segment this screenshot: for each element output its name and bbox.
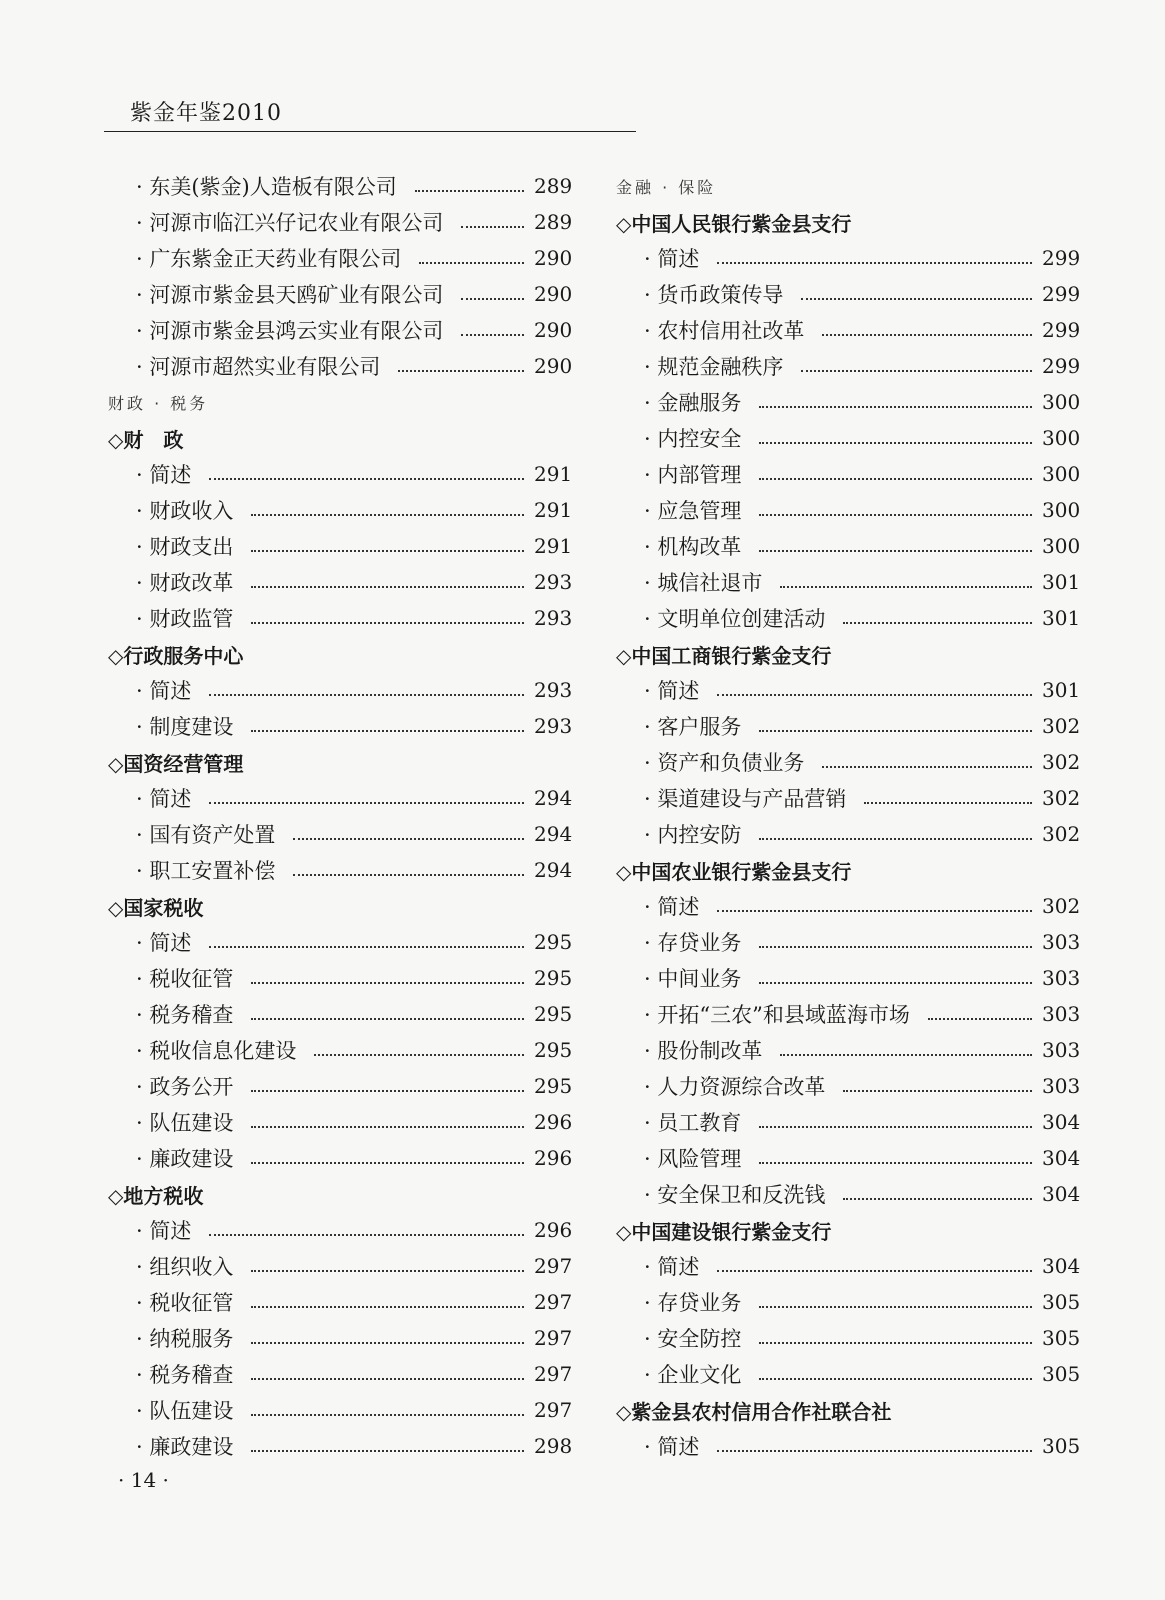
toc-entry-label: · 财政收入 <box>136 499 234 523</box>
toc-entry-page: 302 <box>1042 822 1081 846</box>
toc-entry-label: · 安全防控 <box>644 1327 742 1351</box>
dot-leader <box>251 1342 524 1344</box>
toc-entry-label: · 渠道建设与产品营销 <box>644 787 847 811</box>
dot-leader <box>415 190 524 192</box>
toc-entry <box>108 852 573 888</box>
toc-entry-label: · 员工教育 <box>644 1111 742 1135</box>
dot-leader <box>717 1450 1032 1452</box>
toc-entry <box>616 1068 1081 1104</box>
toc-entry-label: · 制度建设 <box>136 715 234 739</box>
toc-entry <box>108 816 573 852</box>
toc-entry-label: · 税收信息化建设 <box>136 1039 297 1063</box>
toc-entry-page: 302 <box>1042 714 1081 738</box>
dot-leader <box>822 334 1032 336</box>
toc-entry-page: 301 <box>1042 570 1081 594</box>
toc-entry <box>616 564 1081 600</box>
dot-leader <box>759 478 1032 480</box>
toc-entry-page: 303 <box>1042 930 1081 954</box>
toc-entry-page: 294 <box>534 858 573 882</box>
dot-leader <box>864 802 1032 804</box>
toc-entry-page: 291 <box>534 498 573 522</box>
dot-leader <box>251 1270 524 1272</box>
dot-leader <box>759 946 1032 948</box>
dot-leader <box>251 1306 524 1308</box>
dot-leader <box>419 262 524 264</box>
header-rule <box>104 131 636 132</box>
toc-entry-label: · 存贷业务 <box>644 931 742 955</box>
toc-entry-label: · 简述 <box>644 1435 700 1459</box>
toc-entry-page: 293 <box>534 570 573 594</box>
dot-leader <box>461 298 524 300</box>
toc-entry-label: · 政务公开 <box>136 1075 234 1099</box>
dot-leader <box>251 982 524 984</box>
toc-entry <box>108 996 573 1032</box>
toc-entry-page: 305 <box>1042 1434 1081 1458</box>
dot-leader <box>759 730 1032 732</box>
toc-entry-label: · 机构改革 <box>644 535 742 559</box>
toc-entry-page: 300 <box>1042 426 1081 450</box>
dot-leader <box>759 550 1032 552</box>
toc-entry-page: 305 <box>1042 1290 1081 1314</box>
toc-entry-label: · 安全保卫和反洗钱 <box>644 1183 826 1207</box>
toc-entry <box>616 456 1081 492</box>
toc-entry <box>108 492 573 528</box>
toc-entry-page: 297 <box>534 1290 573 1314</box>
toc-entry <box>616 708 1081 744</box>
toc-entry <box>108 204 573 240</box>
toc-entry-label: · 风险管理 <box>644 1147 742 1171</box>
toc-entry-page: 304 <box>1042 1182 1081 1206</box>
toc-entry-label: · 队伍建设 <box>136 1399 234 1423</box>
dot-leader <box>314 1054 524 1056</box>
dot-leader <box>717 694 1032 696</box>
dot-leader <box>780 1054 1032 1056</box>
dot-leader <box>759 442 1032 444</box>
toc-entry-label: · 职工安置补偿 <box>136 859 276 883</box>
toc-entry-page: 297 <box>534 1398 573 1422</box>
toc-entry-page: 294 <box>534 786 573 810</box>
toc-group-heading: ◇行政服务中心 <box>108 643 244 668</box>
toc-entry <box>616 960 1081 996</box>
toc-entry-label: · 财政改革 <box>136 571 234 595</box>
toc-entry-label: · 货币政策传导 <box>644 283 784 307</box>
toc-entry-label: · 规范金融秩序 <box>644 355 784 379</box>
toc-entry-label: · 税务稽查 <box>136 1363 234 1387</box>
toc-entry <box>108 600 573 636</box>
toc-entry <box>616 600 1081 636</box>
toc-entry-page: 303 <box>1042 1002 1081 1026</box>
toc-entry-page: 296 <box>534 1146 573 1170</box>
toc-entry-label: · 资产和负债业务 <box>644 751 805 775</box>
dot-leader <box>251 514 524 516</box>
toc-section-heading: 财政 · 税务 <box>108 393 209 413</box>
toc-entry-page: 290 <box>534 282 573 306</box>
toc-entry-page: 291 <box>534 534 573 558</box>
toc-entry-page: 300 <box>1042 390 1081 414</box>
toc-entry-label: · 财政监管 <box>136 607 234 631</box>
toc-entry-label: · 简述 <box>136 679 192 703</box>
dot-leader <box>843 1198 1032 1200</box>
toc-entry-page: 302 <box>1042 894 1081 918</box>
toc-entry <box>108 924 573 960</box>
toc-entry-page: 293 <box>534 606 573 630</box>
toc-entry-label: · 简述 <box>644 895 700 919</box>
toc-entry-label: · 河源市紫金县鸿云实业有限公司 <box>136 319 444 343</box>
toc-entry <box>616 1428 1081 1464</box>
dot-leader <box>717 910 1032 912</box>
toc-entry <box>616 816 1081 852</box>
toc-entry <box>616 312 1081 348</box>
dot-leader <box>759 1126 1032 1128</box>
toc-entry <box>616 492 1081 528</box>
toc-entry-page: 305 <box>1042 1362 1081 1386</box>
toc-entry-page: 300 <box>1042 534 1081 558</box>
toc-entry <box>108 240 573 276</box>
dot-leader <box>759 982 1032 984</box>
toc-entry <box>108 312 573 348</box>
toc-entry-page: 303 <box>1042 966 1081 990</box>
toc-entry-page: 305 <box>1042 1326 1081 1350</box>
toc-section-heading: 金融 · 保险 <box>616 177 717 197</box>
dot-leader <box>780 586 1032 588</box>
toc-entry-page: 297 <box>534 1326 573 1350</box>
running-header: 紫金年鉴2010 <box>130 101 282 126</box>
toc-entry-page: 295 <box>534 966 573 990</box>
dot-leader <box>822 766 1032 768</box>
toc-entry-page: 295 <box>534 1038 573 1062</box>
dot-leader <box>759 1162 1032 1164</box>
toc-entry <box>616 672 1081 708</box>
toc-entry-label: · 人力资源综合改革 <box>644 1075 826 1099</box>
dot-leader <box>717 262 1032 264</box>
dot-leader <box>461 226 524 228</box>
toc-group-heading: ◇中国农业银行紫金县支行 <box>616 859 852 884</box>
dot-leader <box>843 622 1032 624</box>
dot-leader <box>209 1234 524 1236</box>
toc-entry-page: 295 <box>534 1002 573 1026</box>
toc-entry <box>108 168 573 204</box>
toc-group-heading: ◇国资经营管理 <box>108 751 244 776</box>
toc-entry <box>108 1248 573 1284</box>
toc-entry <box>108 1032 573 1068</box>
toc-entry <box>108 348 573 384</box>
toc-entry-label: · 税收征管 <box>136 1291 234 1315</box>
toc-entry-page: 304 <box>1042 1254 1081 1278</box>
toc-group-heading: ◇财 政 <box>108 427 184 452</box>
dot-leader <box>801 298 1032 300</box>
toc-entry-label: · 简述 <box>136 931 192 955</box>
toc-entry-page: 299 <box>1042 318 1081 342</box>
toc-entry-page: 304 <box>1042 1146 1081 1170</box>
toc-entry-label: · 简述 <box>644 679 700 703</box>
toc-group-heading: ◇地方税收 <box>108 1183 204 1208</box>
toc-entry <box>616 1140 1081 1176</box>
toc-entry-label: · 河源市紫金县天鸥矿业有限公司 <box>136 283 444 307</box>
dot-leader <box>251 1378 524 1380</box>
toc-entry-label: · 金融服务 <box>644 391 742 415</box>
dot-leader <box>717 1270 1032 1272</box>
toc-group-heading: ◇国家税收 <box>108 895 204 920</box>
dot-leader <box>251 622 524 624</box>
dot-leader <box>843 1090 1032 1092</box>
toc-column-right <box>616 168 1081 1464</box>
toc-entry-label: · 河源市超然实业有限公司 <box>136 355 381 379</box>
dot-leader <box>251 1162 524 1164</box>
toc-group-heading: ◇中国工商银行紫金支行 <box>616 643 832 668</box>
toc-entry <box>108 708 573 744</box>
toc-entry-page: 298 <box>534 1434 573 1458</box>
toc-entry <box>108 456 573 492</box>
toc-entry <box>616 276 1081 312</box>
dot-leader <box>209 802 524 804</box>
toc-entry-page: 299 <box>1042 354 1081 378</box>
dot-leader <box>759 838 1032 840</box>
toc-entry-label: · 内部管理 <box>644 463 742 487</box>
toc-entry-label: · 简述 <box>136 787 192 811</box>
toc-entry-page: 290 <box>534 318 573 342</box>
toc-entry <box>108 1068 573 1104</box>
toc-entry <box>616 996 1081 1032</box>
toc-entry <box>616 888 1081 924</box>
toc-entry-label: · 文明单位创建活动 <box>644 607 826 631</box>
toc-entry <box>616 384 1081 420</box>
toc-entry-label: · 客户服务 <box>644 715 742 739</box>
toc-entry <box>616 780 1081 816</box>
toc-entry-page: 289 <box>534 210 573 234</box>
toc-entry-page: 297 <box>534 1254 573 1278</box>
toc-entry-label: · 简述 <box>136 463 192 487</box>
toc-entry <box>616 924 1081 960</box>
toc-entry-label: · 股份制改革 <box>644 1039 763 1063</box>
toc-entry-label: · 税收征管 <box>136 967 234 991</box>
dot-leader <box>293 874 524 876</box>
toc-entry <box>616 1248 1081 1284</box>
toc-entry-label: · 河源市临江兴仔记农业有限公司 <box>136 211 444 235</box>
toc-entry-label: · 组织收入 <box>136 1255 234 1279</box>
toc-group-heading: ◇紫金县农村信用合作社联合社 <box>616 1399 892 1424</box>
dot-leader <box>759 406 1032 408</box>
toc-entry-page: 291 <box>534 462 573 486</box>
toc-entry-label: · 简述 <box>136 1219 192 1243</box>
toc-entry <box>616 1284 1081 1320</box>
toc-entry <box>108 960 573 996</box>
toc-entry <box>108 1392 573 1428</box>
toc-entry <box>616 1320 1081 1356</box>
dot-leader <box>251 1018 524 1020</box>
toc-entry-label: · 中间业务 <box>644 967 742 991</box>
toc-entry <box>108 1212 573 1248</box>
toc-entry-page: 302 <box>1042 786 1081 810</box>
toc-entry-page: 303 <box>1042 1038 1081 1062</box>
toc-entry <box>616 240 1081 276</box>
toc-entry-label: · 城信社退市 <box>644 571 763 595</box>
toc-group-heading: ◇中国人民银行紫金县支行 <box>616 211 852 236</box>
toc-entry-label: · 广东紫金正天药业有限公司 <box>136 247 402 271</box>
toc-entry <box>108 1104 573 1140</box>
toc-entry-page: 296 <box>534 1110 573 1134</box>
toc-entry-page: 290 <box>534 246 573 270</box>
toc-entry-page: 303 <box>1042 1074 1081 1098</box>
dot-leader <box>759 1342 1032 1344</box>
toc-entry <box>108 672 573 708</box>
toc-entry-label: · 税务稽查 <box>136 1003 234 1027</box>
toc-entry-label: · 纳税服务 <box>136 1327 234 1351</box>
toc-entry-page: 299 <box>1042 246 1081 270</box>
toc-entry <box>108 1284 573 1320</box>
dot-leader <box>293 838 524 840</box>
toc-entry-page: 289 <box>534 174 573 198</box>
dot-leader <box>759 1378 1032 1380</box>
toc-entry-label: · 农村信用社改革 <box>644 319 805 343</box>
toc-entry <box>108 780 573 816</box>
toc-entry <box>616 744 1081 780</box>
dot-leader <box>928 1018 1032 1020</box>
dot-leader <box>251 730 524 732</box>
toc-entry-page: 302 <box>1042 750 1081 774</box>
toc-entry-label: · 简述 <box>644 247 700 271</box>
toc-entry <box>108 564 573 600</box>
dot-leader <box>209 694 524 696</box>
dot-leader <box>251 586 524 588</box>
toc-entry-page: 301 <box>1042 606 1081 630</box>
dot-leader <box>209 478 524 480</box>
toc-column-left <box>108 168 573 1464</box>
toc-entry-page: 304 <box>1042 1110 1081 1134</box>
toc-entry-label: · 简述 <box>644 1255 700 1279</box>
toc-entry <box>108 276 573 312</box>
dot-leader <box>209 946 524 948</box>
toc-entry-page: 297 <box>534 1362 573 1386</box>
toc-entry-page: 299 <box>1042 282 1081 306</box>
toc-entry-label: · 财政支出 <box>136 535 234 559</box>
toc-entry-label: · 东美(紫金)人造板有限公司 <box>136 175 397 199</box>
toc-entry-label: · 存贷业务 <box>644 1291 742 1315</box>
toc-entry-page: 300 <box>1042 498 1081 522</box>
dot-leader <box>759 514 1032 516</box>
toc-entry-page: 290 <box>534 354 573 378</box>
toc-entry-page: 295 <box>534 930 573 954</box>
dot-leader <box>251 550 524 552</box>
toc-entry <box>616 1356 1081 1392</box>
toc-entry <box>108 1356 573 1392</box>
toc-entry-label: · 廉政建设 <box>136 1147 234 1171</box>
dot-leader <box>251 1450 524 1452</box>
toc-entry <box>108 1140 573 1176</box>
toc-entry-page: 293 <box>534 678 573 702</box>
toc-entry <box>616 1104 1081 1140</box>
toc-entry <box>616 1176 1081 1212</box>
dot-leader <box>801 370 1032 372</box>
toc-entry <box>108 1320 573 1356</box>
toc-entry <box>616 420 1081 456</box>
toc-group-heading: ◇中国建设银行紫金支行 <box>616 1219 832 1244</box>
toc-entry-label: · 国有资产处置 <box>136 823 276 847</box>
toc-entry-page: 296 <box>534 1218 573 1242</box>
toc-entry-label: · 开拓“三农”和县域蓝海市场 <box>644 1003 910 1027</box>
toc-entry-label: · 应急管理 <box>644 499 742 523</box>
page-number: · 14 · <box>118 1468 169 1492</box>
toc-entry-page: 294 <box>534 822 573 846</box>
toc-entry-label: · 廉政建设 <box>136 1435 234 1459</box>
dot-leader <box>251 1090 524 1092</box>
toc-entry <box>616 528 1081 564</box>
toc-entry-label: · 队伍建设 <box>136 1111 234 1135</box>
toc-entry <box>108 1428 573 1464</box>
toc-entry-page: 301 <box>1042 678 1081 702</box>
toc-entry <box>616 348 1081 384</box>
toc-entry-page: 295 <box>534 1074 573 1098</box>
toc-entry-label: · 企业文化 <box>644 1363 742 1387</box>
dot-leader <box>461 334 524 336</box>
toc-entry <box>108 528 573 564</box>
toc-entry-label: · 内控安防 <box>644 823 742 847</box>
toc-entry-page: 293 <box>534 714 573 738</box>
toc-entry <box>616 1032 1081 1068</box>
dot-leader <box>251 1414 524 1416</box>
dot-leader <box>759 1306 1032 1308</box>
toc-entry-page: 300 <box>1042 462 1081 486</box>
dot-leader <box>251 1126 524 1128</box>
dot-leader <box>398 370 524 372</box>
toc-entry-label: · 内控安全 <box>644 427 742 451</box>
